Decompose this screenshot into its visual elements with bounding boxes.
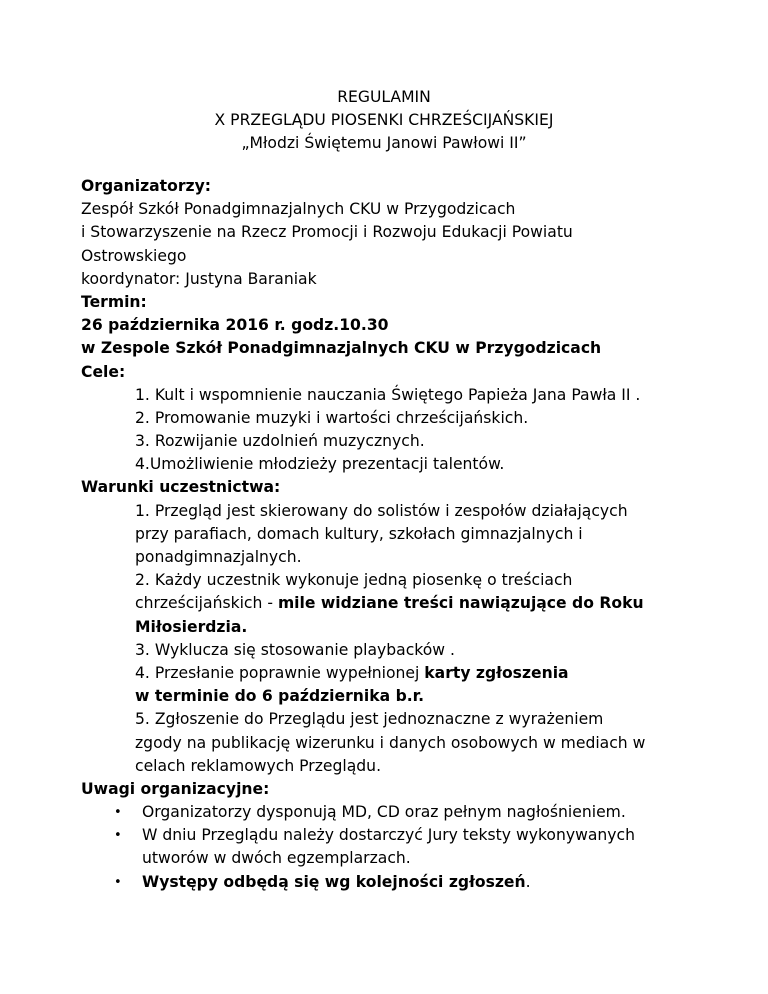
condition-text: chrześcijańskich -: [135, 594, 278, 613]
condition-emphasis: Miłosierdzia.: [135, 617, 248, 636]
goal-item: 1. Kult i wspomnienie nauczania Świętego Papieża Jana Pawła II .: [135, 385, 641, 404]
remark-text: W dniu Przeglądu należy dostarczyć Jury teksty wykonywanych: [142, 826, 635, 845]
remark-text: Organizatorzy dysponują MD, CD oraz pełnym nagłośnieniem.: [142, 803, 626, 822]
bullet-icon: •: [114, 828, 122, 844]
goal-item: 2. Promowanie muzyki i wartości chrześcijańskich.: [135, 408, 529, 427]
condition-emphasis: w terminie do 6 października b.r.: [135, 687, 425, 706]
condition-line: 3. Wyklucza się stosowanie playbacków .: [135, 640, 455, 659]
remark-item: [0, 871, 768, 894]
condition-line: [0, 662, 768, 685]
coordinator-line: koordynator: Justyna Baraniak: [81, 269, 317, 288]
goal-item: 3. Rozwijanie uzdolnień muzycznych.: [135, 432, 425, 451]
organizers-line: Ostrowskiego: [81, 246, 187, 265]
condition-line: 1. Przegląd jest skierowany do solistów i zespołów działających: [135, 501, 628, 520]
title-event: X PRZEGLĄDU PIOSENKI CHRZEŚCIJAŃSKIEJ: [214, 111, 554, 130]
goal-item: 4.Umożliwienie młodzieży prezentacji talentów.: [135, 455, 505, 474]
organizers-line: Zespół Szkół Ponadgimnazjalnych CKU w Przygodzicach: [81, 200, 516, 219]
organizers-line: i Stowarzyszenie na Rzecz Promocji i Rozwoju Edukacji Powiatu: [81, 223, 573, 242]
document-header: [0, 86, 768, 156]
title-regulamin: REGULAMIN: [337, 88, 431, 106]
organizers-heading: Organizatorzy:: [81, 177, 212, 195]
condition-line: 5. Zgłoszenie do Przeglądu jest jednoznaczne z wyrażeniem: [135, 710, 604, 729]
remark-item: [0, 801, 768, 824]
condition-line: przy parafiach, domach kultury, szkołach gimnazjalnych i: [135, 524, 583, 543]
condition-line: [0, 592, 768, 615]
term-place: w Zespole Szkół Ponadgimnazjalnych CKU w Przygodzicach: [81, 339, 602, 358]
title-motto: „Młodzi Świętemu Janowi Pawłowi II”: [241, 134, 527, 153]
remark-item: [0, 824, 768, 847]
term-heading: Termin:: [81, 292, 147, 311]
condition-line: zgody na publikację wizerunku i danych osobowych w mediach w: [135, 733, 646, 752]
condition-line: celach reklamowych Przeglądu.: [135, 756, 382, 775]
condition-text: 4. Przesłanie poprawnie wypełnionej: [135, 663, 425, 682]
remark-text: .: [525, 872, 531, 891]
condition-emphasis: karty zgłoszenia: [424, 663, 569, 682]
bullet-icon: •: [114, 874, 122, 890]
remark-emphasis: Występy odbędą się wg kolejności zgłoszeń: [142, 872, 526, 891]
term-date: 26 października 2016 r. godz.10.30: [81, 316, 389, 335]
bullet-icon: •: [114, 805, 122, 821]
remark-text: utworów w dwóch egzemplarzach.: [142, 849, 411, 868]
condition-line: 2. Każdy uczestnik wykonuje jedną piosenkę o treściach: [135, 571, 573, 590]
condition-line: ponadgimnazjalnych.: [135, 548, 302, 566]
conditions-heading: Warunki uczestnictwa:: [81, 478, 281, 497]
document-body: [0, 175, 768, 894]
goals-heading: Cele:: [81, 362, 126, 381]
condition-emphasis: mile widziane treści nawiązujące do Roku: [277, 594, 644, 613]
remarks-heading: Uwagi organizacyjne:: [81, 779, 270, 798]
